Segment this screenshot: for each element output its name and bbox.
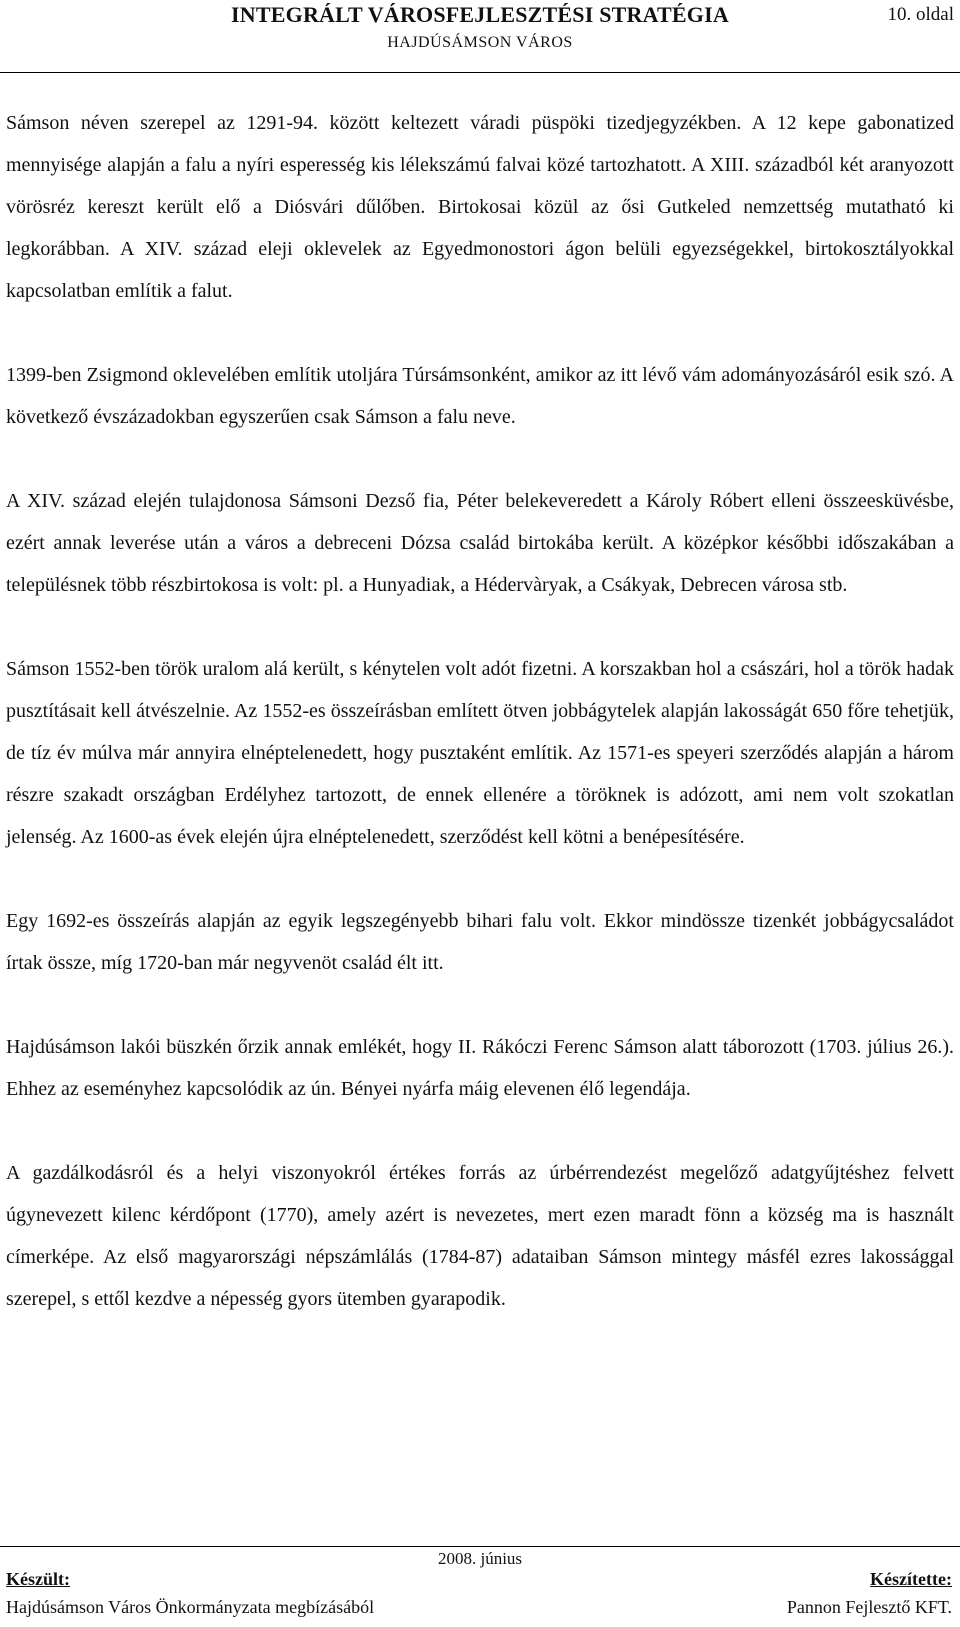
document-subtitle: HAJDÚSÁMSON VÁROS bbox=[387, 34, 573, 51]
page-header bbox=[0, 0, 960, 73]
prepared-label: Készült: bbox=[6, 1569, 70, 1589]
paragraph: Hajdúsámson lakói büszkén őrzik annak emlékét, hogy II. Rákóczi Ferenc Sámson alatt táborozott (1703. július 26.). Ehhez az eseményhez kapcsolódik az ún. Bényei nyárfa máig elevenen élő legendája. bbox=[6, 1036, 954, 1100]
paragraph: Egy 1692-es összeírás alapján az egyik legszegényebb bihari falu volt. Ekkor mindössze tizenkét jobbágycsaládot írtak össze, míg 1720-ban már negyvenöt család élt itt. bbox=[6, 910, 954, 974]
page-footer bbox=[0, 1546, 960, 1627]
paragraph: Sámson néven szerepel az 1291-94. között keltezett váradi püspöki tizedjegyzékben. A 12 kepe gabonatized mennyisége alapján a falu a nyíri esperesség kis lélekszámú falvai közé tartozhatott. A XIII. századból két aranyozott vörösréz kereszt került elő a Diósvári dűlőben. Birtokosai közül az ősi Gutkeled nemzettség mutatható ki legkorábban. A XIV. század eleji oklevelek az Egyedmonostori ágon belüli egyezségekkel, birtokosztályokkal kapcsolatban említik a falut. bbox=[6, 112, 954, 302]
author-text: Pannon Fejlesztő KFT. bbox=[786, 1597, 952, 1617]
footer-date: 2008. június bbox=[437, 1549, 523, 1568]
paragraph: 1399-ben Zsigmond oklevelében említik utoljára Túrsámsonként, amikor az itt lévő vám adományozásáról esik szó. A következő évszázadokban egyszerűen csak Sámson a falu neve. bbox=[6, 364, 954, 428]
paragraph: Sámson 1552-ben török uralom alá került, s kénytelen volt adót fizetni. A korszakban hol a császári, hol a török hadak pusztításait kell átvészelnie. Az 1552-es összeírásban említett ötven jobbágytelek alapján lakosságát 650 főre tehetjük, de tíz év múlva már annyira elnéptelenedett, hogy pusztaként említik. Az 1571-es speyeri szerződés alapján a három részre szakadt országban Erdélyhez tartozott, de ennek ellenére a töröknek is adózott, ami nem volt szokatlan jelenség. Az 1600-as évek elején újra elnéptelenedett, szerződést kell kötni a benépesítésére. bbox=[6, 658, 954, 848]
paragraph: A XIV. század elején tulajdonosa Sámsoni Dezső fia, Péter belekeveredett a Károly Róbert elleni összeesküvésbe, ezért annak leverése után a város a debreceni Dózsa család birtokába került. A középkor későbbi időszakában a településnek több részbirtokosa is volt: pl. a Hunyadiak, a Hédervàryak, a Csákyak, Debrecen városa stb. bbox=[6, 490, 954, 596]
page-number: 10. oldal bbox=[887, 4, 954, 25]
prepared-text: Hajdúsámson Város Önkormányzata megbízásából bbox=[6, 1597, 375, 1617]
document-body bbox=[6, 102, 954, 1362]
paragraph: A gazdálkodásról és a helyi viszonyokról értékes forrás az úrbérrendezést megelőző adatgyűjtéshez felvett úgynevezett kilenc kérdőpont (1770), amely azért is nevezetes, mert ezen maradt fönn a község ma is használt címerképe. Az első magyarországi népszámlálás (1784-87) adataiban Sámson mintegy másfél ezres lakossággal szerepel, s ettől kezdve a népesség gyors ütemben gyarapodik. bbox=[6, 1162, 954, 1310]
author-label: Készítette: bbox=[870, 1569, 952, 1589]
document-title: INTEGRÁLT VÁROSFEJLESZTÉSI STRATÉGIA bbox=[231, 2, 729, 27]
